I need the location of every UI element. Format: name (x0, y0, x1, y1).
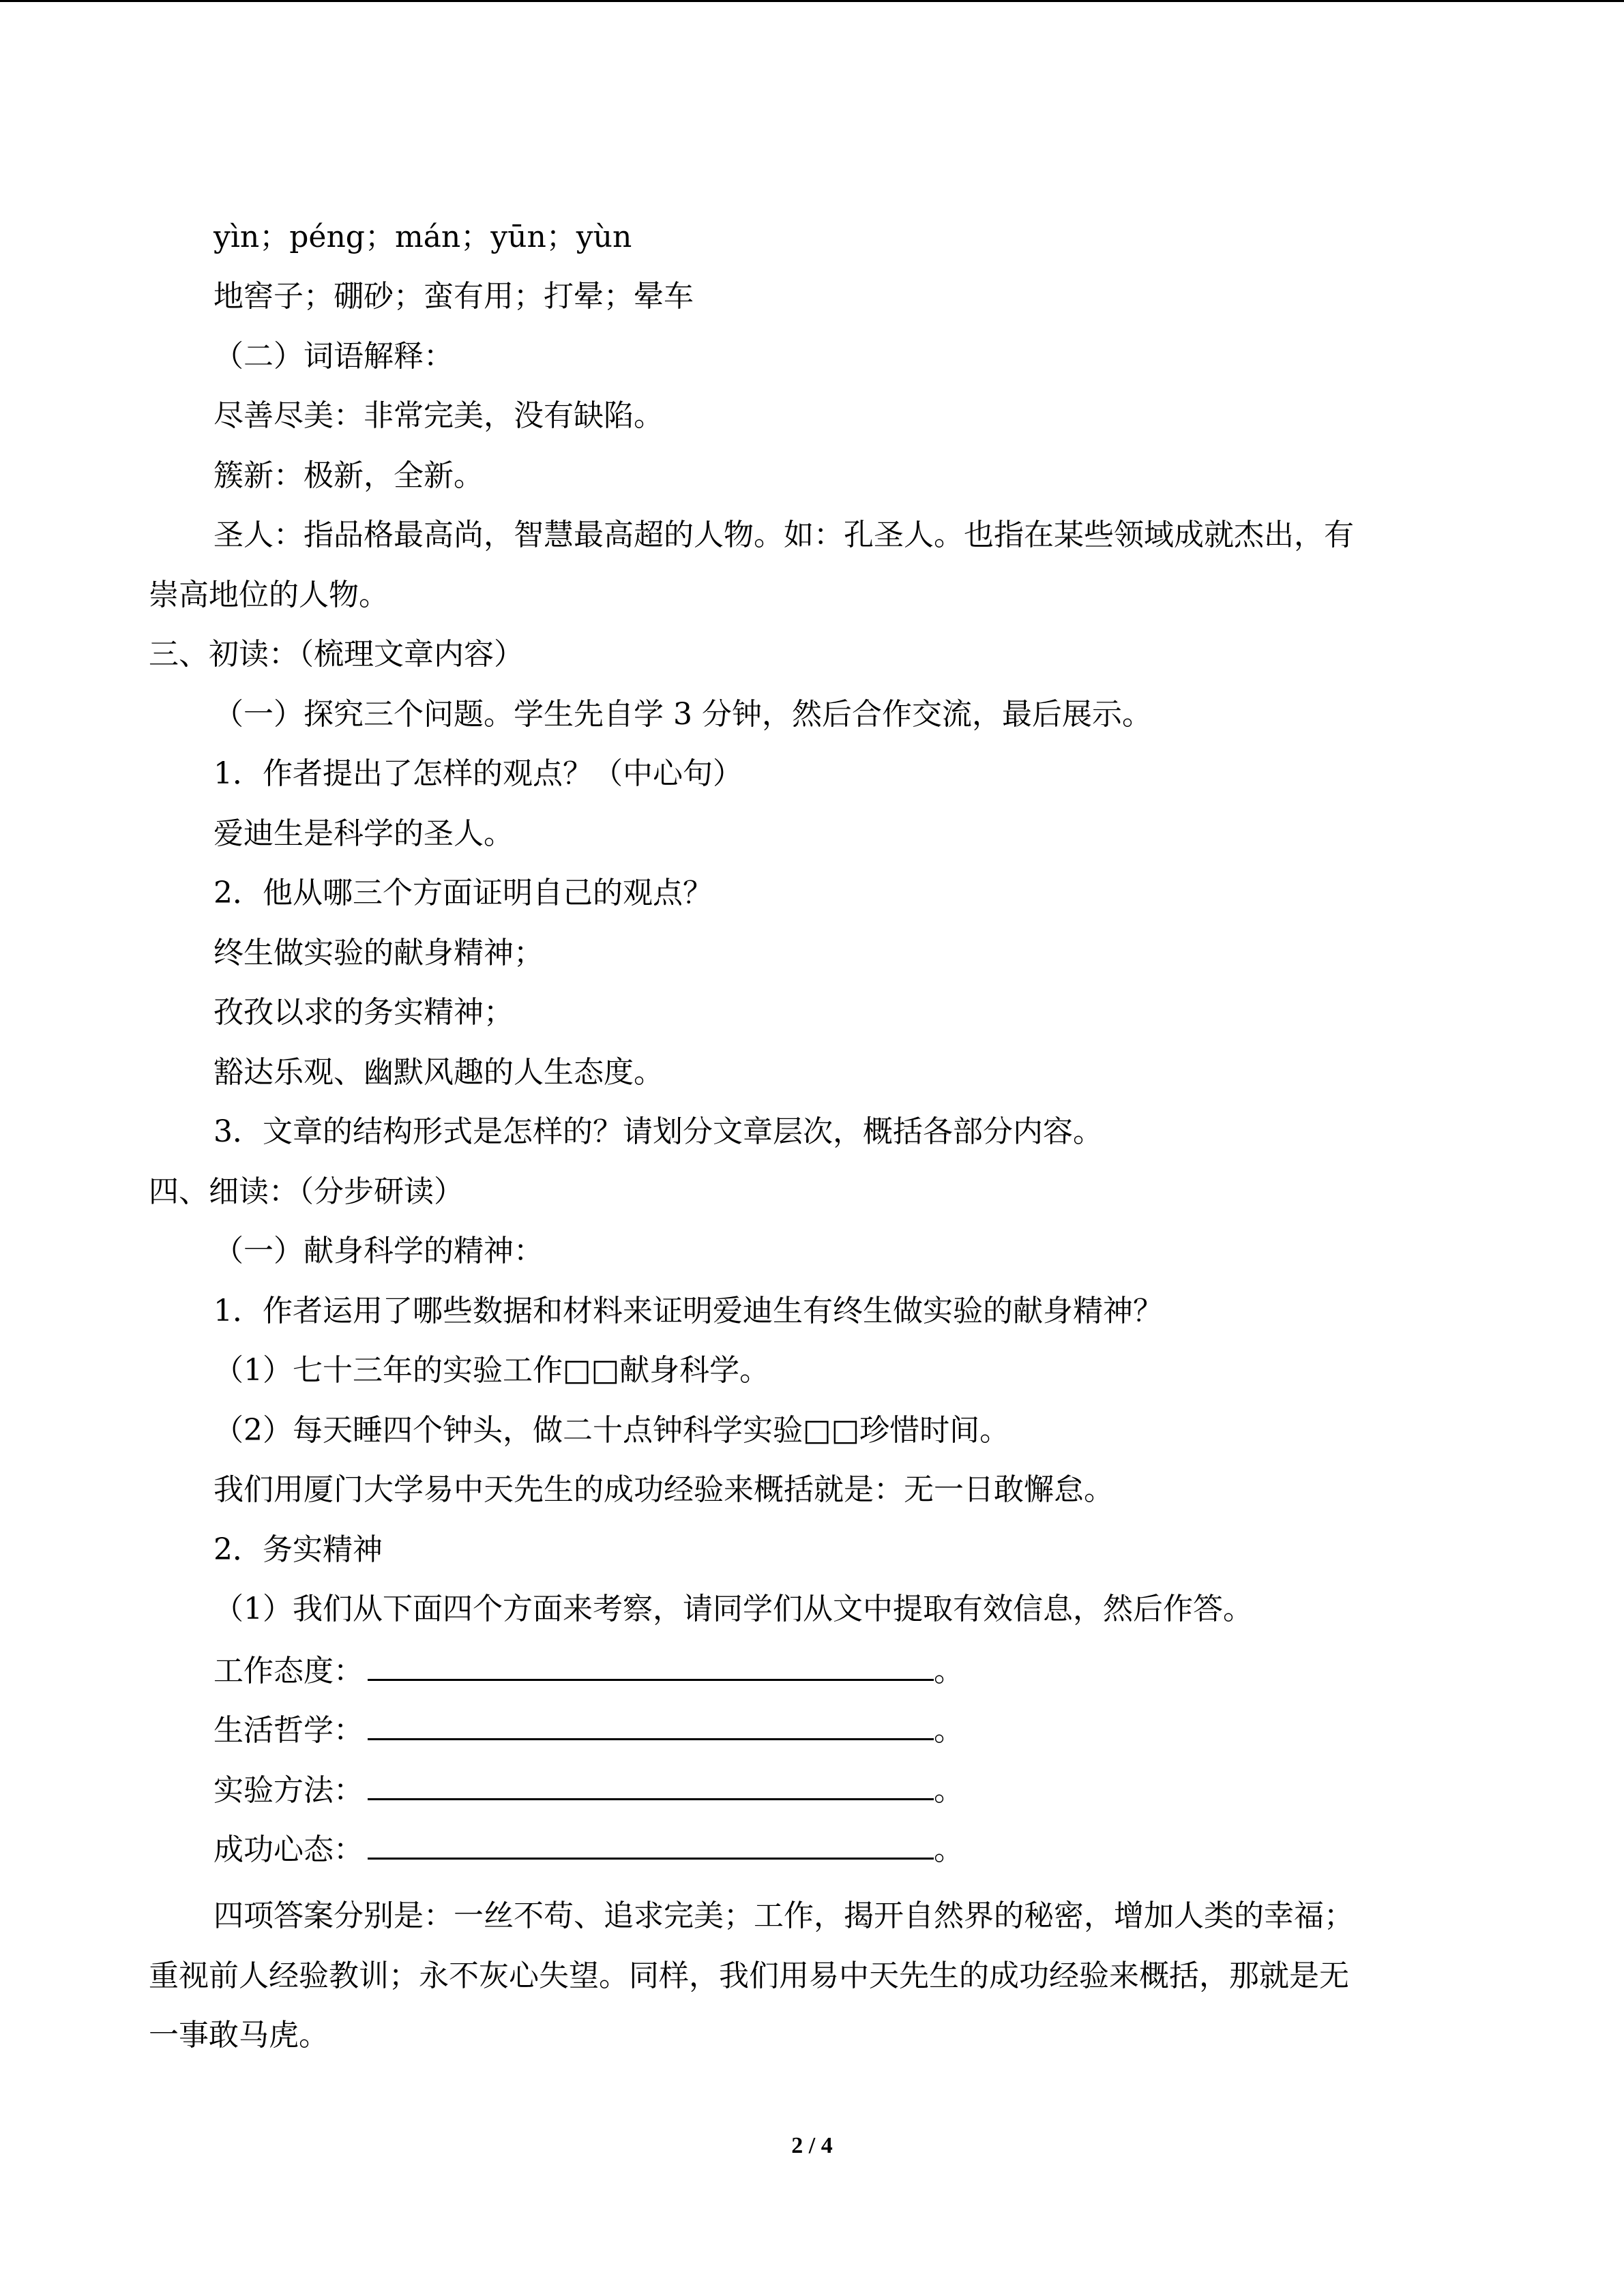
section-4-title: 四、细读：（分步研读） (149, 1174, 464, 1209)
blank-label: 生活哲学： (213, 1713, 364, 1748)
blank-row-success-mindset (213, 1828, 964, 1870)
blank-end: 。 (934, 1713, 964, 1748)
words-line: 地窖子；硼砂；蛮有用；打晕；晕车 (213, 279, 694, 314)
section-3-question-3: 3．文章的结构形式是怎样的？请划分文章层次，概括各部分内容。 (213, 1114, 1103, 1149)
section-4-question-2-1: （1）我们从下面四个方面来考察，请同学们从文中提取有效信息，然后作答。 (213, 1592, 1253, 1626)
page-number: 2 / 4 (791, 2133, 833, 2158)
blank-label: 实验方法： (213, 1773, 364, 1808)
section-3-title: 三、初读：（梳理文章内容） (149, 637, 524, 672)
blank-end: 。 (934, 1773, 964, 1808)
section-3-answer-1: 爱迪生是科学的圣人。 (213, 816, 514, 851)
section-4-question-2: 2．务实精神 (213, 1532, 383, 1567)
answer-paragraph-line-1: 四项答案分别是：一丝不苟、追求完美；工作，揭开自然界的秘密，增加人类的幸福； (213, 1898, 1354, 1933)
answer-blank[interactable] (368, 1708, 934, 1740)
definition-1: 尽善尽美：非常完美，没有缺陷。 (213, 398, 664, 433)
answer-paragraph-line-3: 一事敢马虎。 (149, 2018, 329, 2053)
blank-end: 。 (934, 1832, 964, 1867)
answer-blank[interactable] (368, 1828, 934, 1860)
blank-end: 。 (934, 1654, 964, 1688)
definition-2: 簇新：极新，全新。 (213, 458, 484, 493)
blank-row-life-philosophy (213, 1708, 964, 1751)
blank-row-experiment-method (213, 1768, 964, 1811)
section-3-question-2: 2．他从哪三个方面证明自己的观点？ (213, 876, 713, 910)
definition-3-line-2: 崇高地位的人物。 (149, 578, 389, 612)
section-4-summary-1: 我们用厦门大学易中天先生的成功经验来概括就是：无一日敢懈怠。 (213, 1472, 1114, 1507)
section-4-question-1: 1．作者运用了哪些数据和材料来证明爱迪生有终生做实验的献身精神？ (213, 1294, 1163, 1328)
section-4-point-2: （2）每天睡四个钟头，做二十点钟科学实验□□珍惜时间。 (213, 1413, 1010, 1448)
section-4-point-1: （1）七十三年的实验工作□□献身科学。 (213, 1353, 770, 1388)
answer-blank[interactable] (368, 1768, 934, 1800)
blank-label: 工作态度： (213, 1654, 364, 1688)
section-3-question-1: 1．作者提出了怎样的观点？（中心句） (213, 756, 743, 791)
section-3-answer-2-1: 终生做实验的献身精神； (213, 936, 544, 970)
section-3-subheading: （一）探究三个问题。学生先自学 3 分钟，然后合作交流，最后展示。 (213, 697, 1152, 732)
answer-paragraph-line-2: 重视前人经验教训；永不灰心失望。同样，我们用易中天先生的成功经验来概括，那就是无 (149, 1958, 1349, 1993)
pinyin-line: yìn；péng；mán；yūn；yùn (213, 220, 632, 254)
blank-label: 成功心态： (213, 1832, 364, 1867)
section-4-subheading: （一）献身科学的精神： (213, 1234, 544, 1268)
answer-blank[interactable] (368, 1649, 934, 1681)
section-3-answer-2-3: 豁达乐观、幽默风趣的人生态度。 (213, 1055, 664, 1090)
blank-row-work-attitude (213, 1649, 964, 1692)
section-2-subheading: （二）词语解释： (213, 339, 454, 374)
definition-3-line-1: 圣人：指品格最高尚，智慧最高超的人物。如：孔圣人。也指在某些领域成就杰出，有 (213, 518, 1354, 552)
section-3-answer-2-2: 孜孜以求的务实精神； (213, 995, 514, 1030)
